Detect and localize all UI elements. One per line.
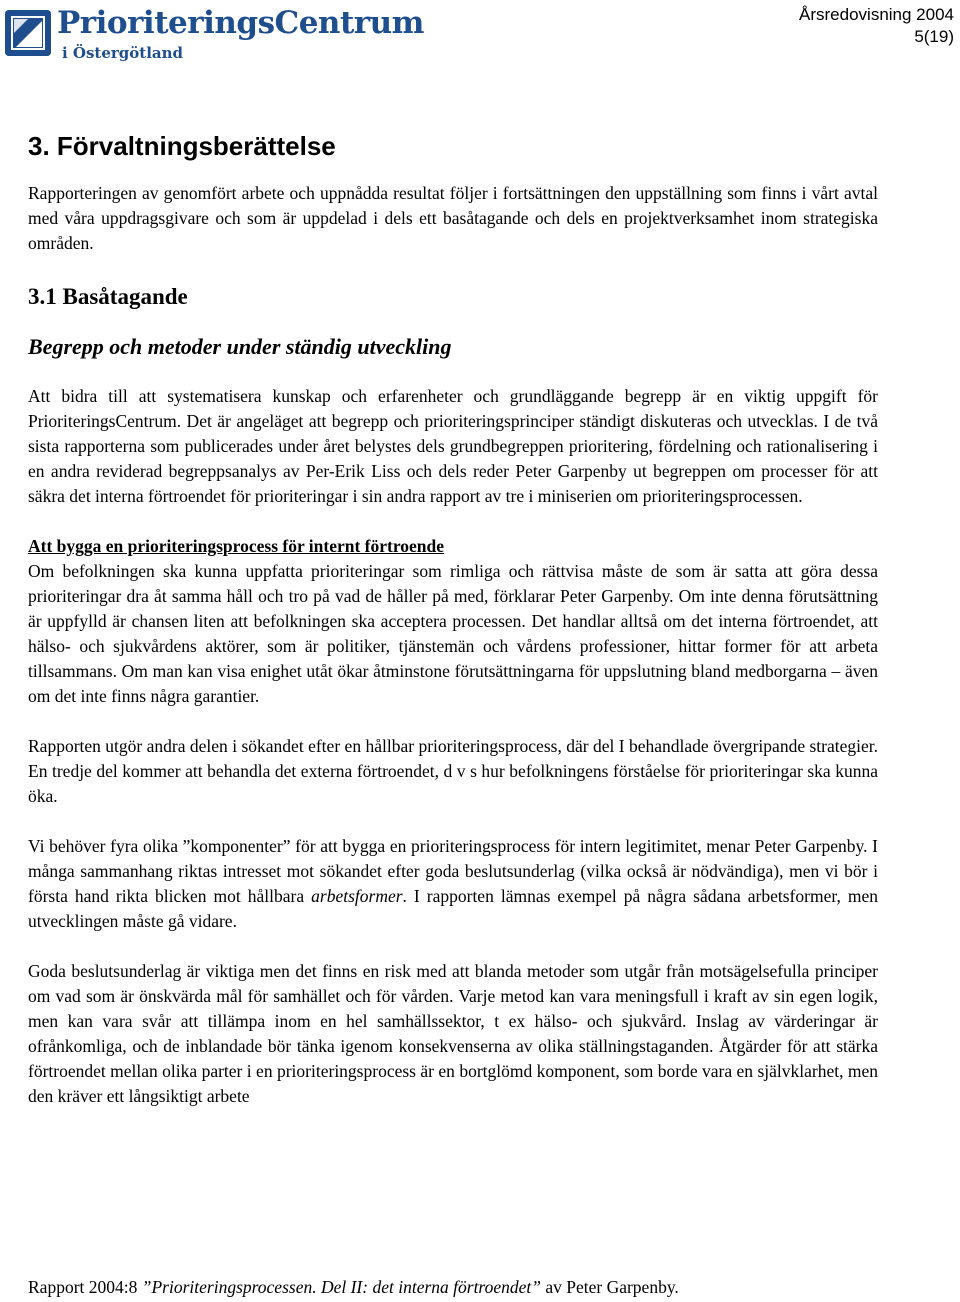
paragraph-text: . I rapporten lämnas exempel på några sådana arbetsformer, men utvecklingen måste gå vidare. <box>28 886 878 931</box>
chapter-heading: 3. Förvaltningsberättelse <box>28 131 336 161</box>
paragraph: Rapporten utgör andra delen i sökandet efter en hållbar prioriteringsprocess, där del I behandlade övergripande strategier. En tredje del kommer att behandla det externa förtroendet, d v s hur befolkningens förståelse för prioriteringar ska kunna öka. <box>28 736 878 806</box>
report-reference <box>28 1275 679 1300</box>
paragraph <box>28 834 878 934</box>
logo-mark-icon <box>5 10 51 56</box>
intro-paragraph: Rapporteringen av genomfört arbete och uppnådda resultat följer i fortsättningen den uppställning som finns i vårt avtal med våra uppdragsgivare och som är uppdelad i dels ett basåtagande och dels en projektverksamhet inom strategiska områden. <box>28 183 878 253</box>
report-author: av Peter Garpenby. <box>540 1277 679 1297</box>
page-number: 5(19) <box>914 27 954 46</box>
page-header <box>0 0 960 70</box>
report-prefix: Rapport 2004:8 <box>28 1277 142 1297</box>
subheading: Att bygga en prioriteringsprocess för internt förtroende <box>28 536 445 556</box>
paragraph: Om befolkningen ska kunna uppfatta prioriteringar som rimliga och rättvisa måste de som är satta att göra dessa prioriteringar dra åt samma håll och tro på vad de håller på med, förklarar Peter Garpenby. Om inte denna förutsättning är uppfylld är chansen liten att befolkningen ska acceptera processen. Det handlar alltså om det interna förtroendet, att hälso- och sjukvårdens aktörer, som är politiker, tjänstemän och vårdens professioner, hittar former för att arbeta tillsammans. Om man kan visa enighet utåt ökar åtminstone förutsättningarna för uppslutning bland medborgarna – även om det inte finns några garantier. <box>28 561 878 706</box>
section-subtitle: Begrepp och metoder under ständig utveckling <box>28 334 452 359</box>
paragraph-text: Vi behöver fyra olika ”komponenter” för att bygga en prioriteringsprocess för intern legitimitet, menar Peter Garpenby. I många sammanhang riktas intresset mot sökandet efter goda beslutsunderlag (vilka också är nödvändiga), men vi bör i första hand rikta blicken mot hållbara <box>28 836 878 906</box>
header-meta <box>799 4 954 48</box>
logo <box>5 5 424 66</box>
logo-subtitle: i Östergötland <box>62 44 184 62</box>
section-title: 3.1 Basåtagande <box>28 284 188 309</box>
document-title: Årsredovisning 2004 <box>799 5 954 24</box>
emphasis-text: arbetsformer <box>311 886 403 906</box>
paragraph: Att bidra till att systematisera kunskap och erfarenheter och grundläggande begrepp är en viktig uppgift för PrioriteringsCentrum. Det är angeläget att begrepp och prioriteringsprinciper ständigt diskuteras och utvecklas. I de två sista rapporterna som publicerades under året belystes dels grundbegreppen prioritering, fördelning och rationalisering i en andra reviderad begreppsanalys av Per-Erik Liss och dels reder Peter Garpenby ut begreppen om processer för att säkra det interna förtroendet för prioriteringar i sin andra rapport av tre i miniserien om prioriteringsprocessen. <box>28 386 878 506</box>
logo-name: PrioriteringsCentrum <box>57 5 424 41</box>
paragraph: Goda beslutsunderlag är viktiga men det finns en risk med att blanda metoder som utgår från motsägelsefulla principer om vad som är önskvärda mål för samhället och för vården. Varje metod kan vara meningsfull i kraft av sin egen logik, men kan vara svår att tillämpa inom en hel samhällssektor, t ex hälso- och sjukvård. Inslag av värderingar är ofrånkomliga, och de inblandade bör tänka igenom konsekvenserna av olika ställningstaganden. Åtgärder för att stärka förtroendet mellan olika parter i en prioriteringsprocess är en bortglömd komponent, som borde vara en självklarhet, men den kräver ett långsiktigt arbete <box>28 961 878 1106</box>
document-body <box>28 128 878 1109</box>
report-title: ”Prioriteringsprocessen. Del II: det interna förtroendet” <box>141 1277 541 1297</box>
